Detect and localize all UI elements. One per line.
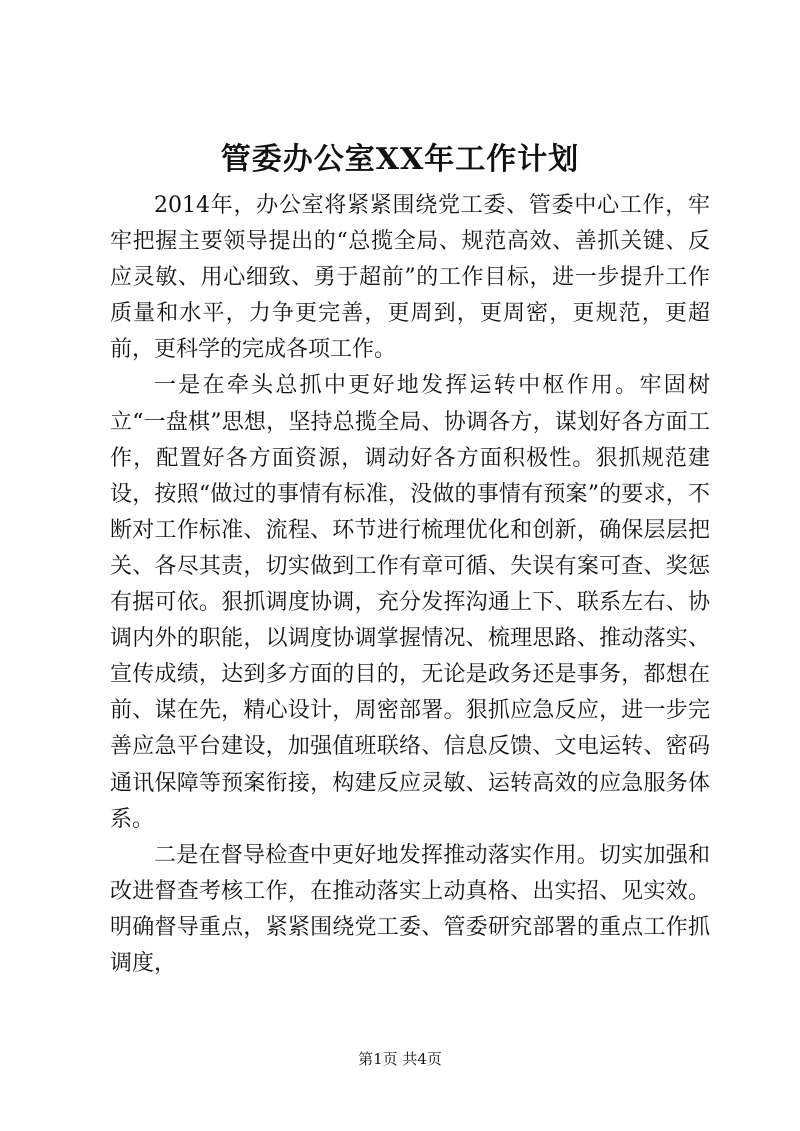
paragraph-item-one: 一是在牵头总抓中更好地发挥运转中枢作用。牢固树立“一盘棋”思想，坚持总揽全局、协调各方，谋划好各方面工作，配置好各方面资源，调动好各方面积极性。狠抓规范建设，按照“做过的事情有标准，没做的事情有预案”的要求，不断对工作标准、流程、环节进行梳理优化和创新，确保层层把关、各尽其责，切实做到工作有章可循、失误有案可查、奖惩有据可依。狠抓调度协调，充分发挥沟通上下、联系左右、协调内外的职能，以调度协调掌握情况、梳理思路、推动落实、宣传成绩，达到多方面的目的，无论是政务还是事务，都想在前、谋在先，精心设计，周密部署。狠抓应急反应，进一步完善应急平台建设，加强值班联络、信息反馈、文电运转、密码通讯保障等预案衔接，构建反应灵敏、运转高效的应急服务体系。 bbox=[110, 373, 710, 832]
page-footer: 第1页 共4页 bbox=[358, 1050, 442, 1068]
document-body bbox=[110, 188, 710, 982]
paragraph-intro: 2014年，办公室将紧紧围绕党工委、管委中心工作，牢牢把握主要领导提出的“总揽全局、规范高效、善抓关键、反应灵敏、用心细致、勇于超前”的工作目标，进一步提升工作质量和水平，力争更完善，更周到，更周密，更规范，更超前，更科学的完成各项工作。 bbox=[110, 193, 710, 363]
paragraph-item-two: 二是在督导检查中更好地发挥推动落实作用。切实加强和改进督查考核工作，在推动落实上动真格、出实招、见实效。明确督导重点，紧紧围绕党工委、管委研究部署的重点工作抓调度， bbox=[110, 842, 710, 976]
page-title: 管委办公室XX年工作计划 bbox=[220, 142, 580, 177]
